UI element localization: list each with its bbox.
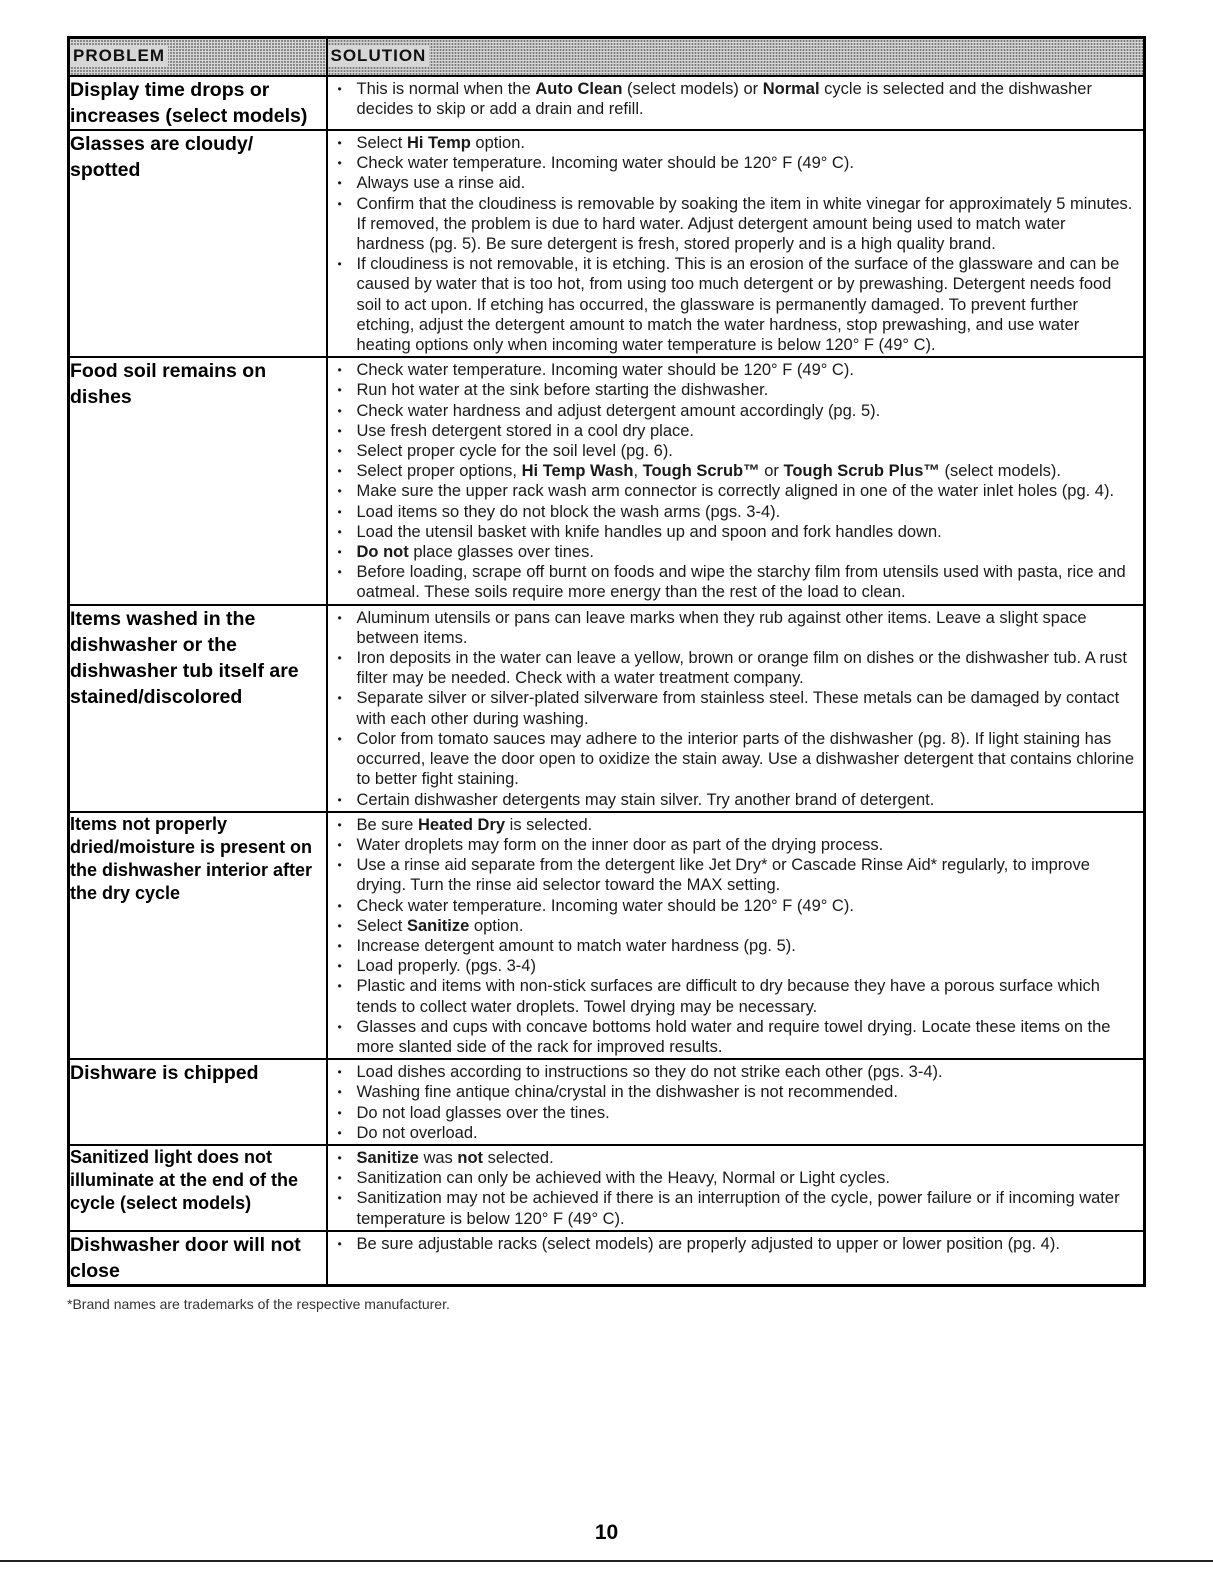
solution-list [328, 606, 1144, 811]
problem-cell: Dishware is chipped [69, 1059, 327, 1145]
solution-list [328, 1146, 1144, 1230]
problem-cell: Food soil remains on dishes [69, 357, 327, 604]
solution-item: • Make sure the upper rack wash arm connector is correctly aligned in one of the water inlet holes (pg. 4). [336, 481, 1138, 501]
table-header-row [69, 38, 1145, 77]
solution-item: • Be sure Heated Dry is selected. [336, 815, 1138, 835]
solution-cell [327, 605, 1145, 812]
solution-item: • Load items so they do not block the wash arms (pgs. 3-4). [336, 502, 1138, 522]
table-body [69, 76, 1145, 1285]
solution-cell [327, 130, 1145, 357]
troubleshooting-page [67, 36, 1143, 1312]
solution-item: • Glasses and cups with concave bottoms hold water and require towel drying. Locate these items on the more slanted side of the rack for improved results. [336, 1017, 1138, 1057]
solution-item: • Load the utensil basket with knife handles up and spoon and fork handles down. [336, 522, 1138, 542]
solution-item: • Do not place glasses over tines. [336, 542, 1138, 562]
table-row [69, 76, 1145, 130]
solution-item: • Check water hardness and adjust detergent amount accordingly (pg. 5). [336, 401, 1138, 421]
solution-list [328, 358, 1144, 603]
solution-item: • Sanitize was not selected. [336, 1148, 1138, 1168]
footnote: *Brand names are trademarks of the respective manufacturer. [67, 1295, 450, 1312]
solution-item: • Check water temperature. Incoming water should be 120° F (49° C). [336, 360, 1138, 380]
solution-item: • Select Sanitize option. [336, 916, 1138, 936]
solution-item: • Do not load glasses over the tines. [336, 1103, 1138, 1123]
solution-cell [327, 812, 1145, 1059]
solution-item: • Iron deposits in the water can leave a yellow, brown or orange film on dishes or the dishwasher tub. A rust filter may be needed. Check with a water treatment company. [336, 648, 1138, 688]
solution-cell [327, 357, 1145, 604]
solution-cell [327, 1231, 1145, 1286]
solution-item: • Sanitization can only be achieved with the Heavy, Normal or Light cycles. [336, 1168, 1138, 1188]
solution-item: • Always use a rinse aid. [336, 173, 1138, 193]
solution-item: • Load dishes according to instructions so they do not strike each other (pgs. 3-4). [336, 1062, 1138, 1082]
solution-cell [327, 76, 1145, 130]
problem-cell: Sanitized light does not illuminate at the end of the cycle (select models) [69, 1145, 327, 1231]
solution-item: • Select Hi Temp option. [336, 133, 1138, 153]
solution-item: • Aluminum utensils or pans can leave marks when they rub against other items. Leave a slight space between items. [336, 608, 1138, 648]
solution-column-header: SOLUTION [327, 38, 1145, 77]
solution-item: • Use fresh detergent stored in a cool dry place. [336, 421, 1138, 441]
solution-item: • Be sure adjustable racks (select models) are properly adjusted to upper or lower position (pg. 4). [336, 1234, 1138, 1254]
table-row [69, 357, 1145, 604]
solution-item: • Check water temperature. Incoming water should be 120° F (49° C). [336, 896, 1138, 916]
solution-list [328, 131, 1144, 356]
solution-list [328, 813, 1144, 1058]
solution-list [328, 1232, 1144, 1255]
solution-item: • Before loading, scrape off burnt on foods and wipe the starchy film from utensils used with pasta, rice and oatmeal. These soils require more energy than the rest of the load to clean. [336, 562, 1138, 602]
problem-cell: Display time drops or increases (select models) [69, 76, 327, 130]
table-row [69, 812, 1145, 1059]
problem-cell: Items not properly dried/moisture is present on the dishwasher interior after the dry cycle [69, 812, 327, 1059]
solution-list [328, 1060, 1144, 1144]
table-row [69, 1145, 1145, 1231]
solution-cell [327, 1145, 1145, 1231]
table-row [69, 605, 1145, 812]
solution-item: • Sanitization may not be achieved if there is an interruption of the cycle, power failure or if incoming water temperature is below 120° F (49° C). [336, 1188, 1138, 1228]
solution-item: • Separate silver or silver-plated silverware from stainless steel. These metals can be damaged by contact with each other during washing. [336, 688, 1138, 728]
solution-item: • Color from tomato sauces may adhere to the interior parts of the dishwasher (pg. 8). If light staining has occurred, leave the door open to oxidize the stain away. Use a dishwasher detergent that contains chlorine to better fight staining. [336, 729, 1138, 790]
problem-cell: Items washed in the dishwasher or the dishwasher tub itself are stained/discolored [69, 605, 327, 812]
solution-item: • Plastic and items with non-stick surfaces are difficult to dry because they have a porous surface which tends to collect water droplets. Towel drying may be necessary. [336, 976, 1138, 1016]
problem-column-header: PROBLEM [69, 38, 327, 77]
solution-list [328, 77, 1144, 120]
solution-item: • Load properly. (pgs. 3-4) [336, 956, 1138, 976]
solution-item: • Increase detergent amount to match water hardness (pg. 5). [336, 936, 1138, 956]
solution-item: • Confirm that the cloudiness is removable by soaking the item in white vinegar for approximately 5 minutes. If removed, the problem is due to hard water. Adjust detergent amount being used to match water hardness (pg. 5). Be sure detergent is fresh, stored properly and is a high quality brand. [336, 194, 1138, 255]
solution-item: • Water droplets may form on the inner door as part of the drying process. [336, 835, 1138, 855]
problem-cell: Glasses are cloudy/ spotted [69, 130, 327, 357]
bottom-rule [0, 1560, 1213, 1562]
page-number: 10 [594, 1521, 619, 1544]
table-row [69, 1231, 1145, 1286]
solution-item: • This is normal when the Auto Clean (select models) or Normal cycle is selected and the dishwasher decides to skip or add a drain and refill. [336, 79, 1138, 119]
solution-item: • Select proper options, Hi Temp Wash, Tough Scrub™ or Tough Scrub Plus™ (select models). [336, 461, 1138, 481]
troubleshooting-table [67, 36, 1146, 1287]
solution-item: • If cloudiness is not removable, it is etching. This is an erosion of the surface of the glassware and can be caused by water that is too hot, from using too much detergent or by prewashing. Detergent needs food soil to act upon. If etching has occurred, the glassware is permanently damaged. To prevent further etching, adjust the detergent amount to match the water hardness, stop prewashing, and use water heating options only when incoming water temperature is below 120° F (49° C). [336, 254, 1138, 355]
problem-cell: Dishwasher door will not close [69, 1231, 327, 1286]
solution-item: • Check water temperature. Incoming water should be 120° F (49° C). [336, 153, 1138, 173]
solution-item: • Use a rinse aid separate from the detergent like Jet Dry* or Cascade Rinse Aid* regularly, to improve drying. Turn the rinse aid selector toward the MAX setting. [336, 855, 1138, 895]
solution-cell [327, 1059, 1145, 1145]
solution-item: • Select proper cycle for the soil level (pg. 6). [336, 441, 1138, 461]
table-row [69, 130, 1145, 357]
solution-item: • Certain dishwasher detergents may stain silver. Try another brand of detergent. [336, 790, 1138, 810]
solution-item: • Do not overload. [336, 1123, 1138, 1143]
solution-item: • Run hot water at the sink before starting the dishwasher. [336, 380, 1138, 400]
solution-item: • Washing fine antique china/crystal in the dishwasher is not recommended. [336, 1082, 1138, 1102]
table-row [69, 1059, 1145, 1145]
